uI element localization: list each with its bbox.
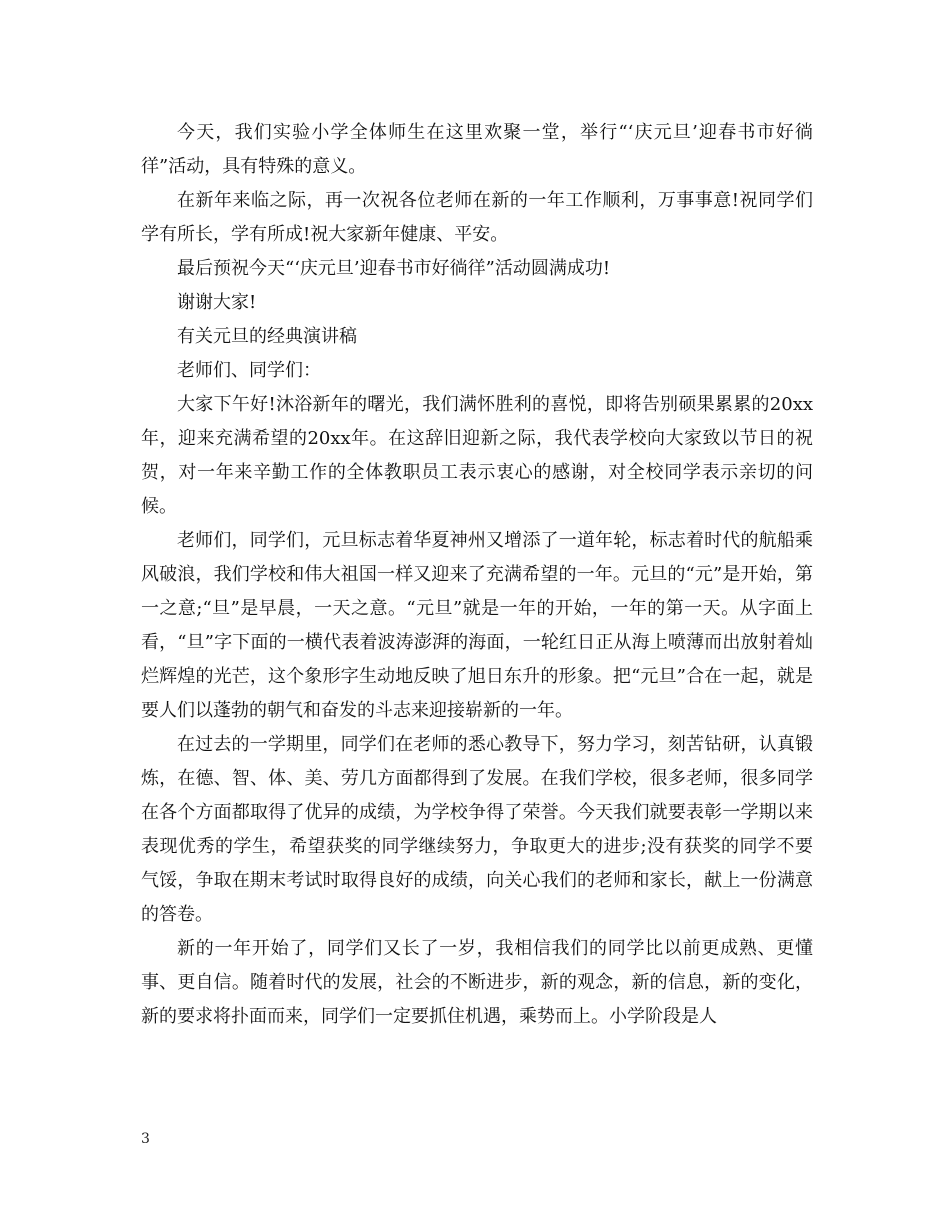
paragraph-salutation: 老师们、同学们： xyxy=(177,360,321,381)
paragraph-past-semester: 在过去的一学期里，同学们在老师的悉心教导下，努力学习，刻苦钻研，认真锻炼，在德、智、体、美、劳几方面都得到了发展。在我们学校，很多老师，很多同学在各个方面都取得了优异的成绩，为学校争得了荣誉。今天我们就要表彰一学期以来表现优秀的学生，希望获奖的同学继续努力，争取更大的进步;没有获奖的同学不要气馁，争取在期末考试时取得良好的成绩，向关心我们的老师和家长，献上一份满意的答卷。 xyxy=(141,734,813,925)
paragraph-new-year-wishes: 在新年来临之际，再一次祝各位老师在新的一年工作顺利，万事事意!祝同学们学有所长，学有所成!祝大家新年健康、平安。 xyxy=(141,190,813,245)
page-number: 3 xyxy=(141,1131,150,1147)
paragraph-opening: 今天，我们实验小学全体师生在这里欢聚一堂，举行“‘庆元旦’迎春书市好徜徉”活动，具有特殊的意义。 xyxy=(141,122,813,177)
paragraph-greeting: 大家下午好!沐浴新年的曙光，我们满怀胜利的喜悦，即将告别硕果累累的20xx年，迎来充满希望的20xx年。在这辞旧迎新之际，我代表学校向大家致以节日的祝贺，对一年来辛勤工作的全体教职员工表示衷心的感谢，对全校同学表示亲切的问候。 xyxy=(141,394,813,517)
document-body xyxy=(141,116,813,1034)
paragraph-closing-wish: 最后预祝今天“‘庆元旦’迎春书市好徜徉”活动圆满成功! xyxy=(177,258,611,279)
section-title: 有关元旦的经典演讲稿 xyxy=(177,326,357,347)
paragraph-meaning-of-new-year: 老师们，同学们，元旦标志着华夏神州又增添了一道年轮，标志着时代的航船乘风破浪，我们学校和伟大祖国一样又迎来了充满希望的一年。元旦的“元”是开始，第一之意;“旦”是早晨，一天之意。“元旦”就是一年的开始，一年的第一天。从字面上看，“旦”字下面的一横代表着波涛澎湃的海面，一轮红日正从海上喷薄而出放射着灿烂辉煌的光芒，这个象形字生动地反映了旭日东升的形象。把“元旦”合在一起，就是要人们以蓬勃的朝气和奋发的斗志来迎接崭新的一年。 xyxy=(141,530,813,721)
paragraph-new-year-start: 新的一年开始了，同学们又长了一岁，我相信我们的同学比以前更成熟、更懂事、更自信。随着时代的发展，社会的不断进步，新的观念，新的信息，新的变化，新的要求将扑面而来，同学们一定要抓住机遇，乘势而上。小学阶段是人 xyxy=(141,938,813,1027)
paragraph-thanks: 谢谢大家! xyxy=(177,292,257,313)
